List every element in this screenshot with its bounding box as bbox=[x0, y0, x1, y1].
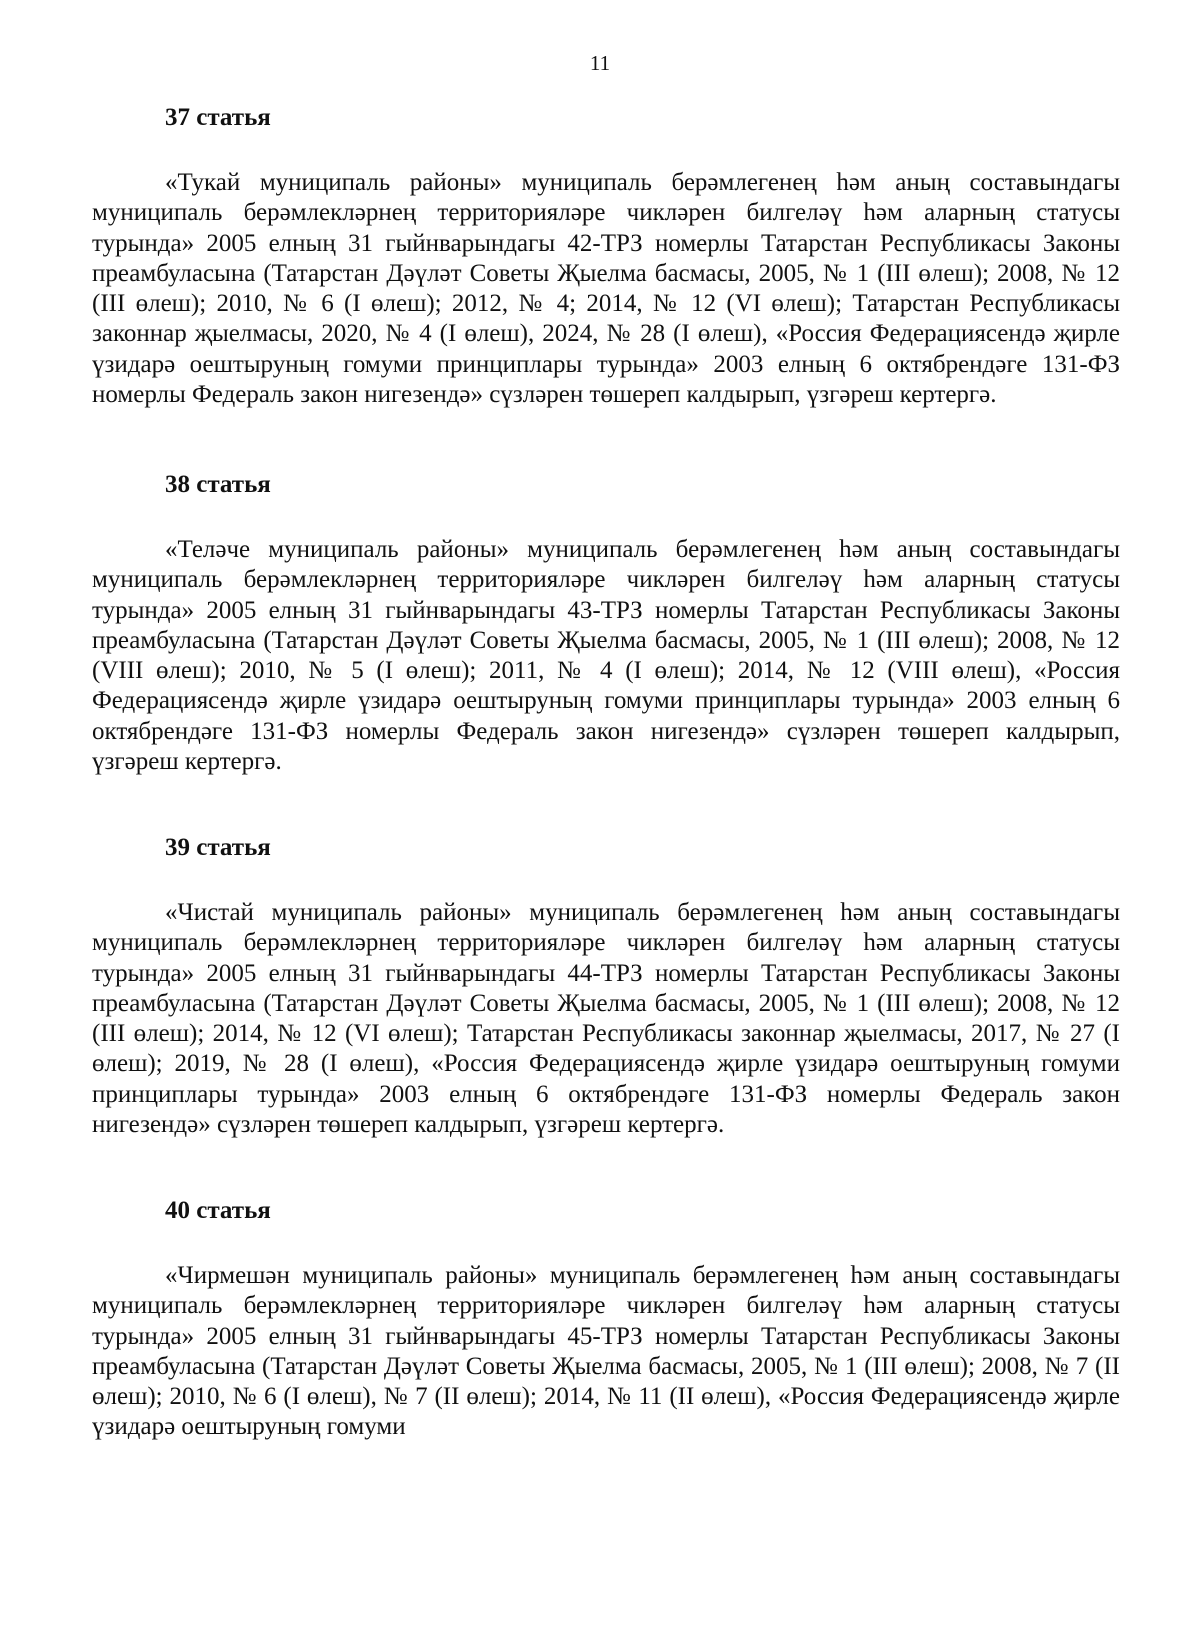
article-heading: 37 статья bbox=[165, 104, 271, 131]
article-40 bbox=[92, 1195, 1120, 1443]
article-body: «Тукай муниципаль районы» муниципаль берәмлегенең һәм аның составындагы муниципаль берәмлекләрнең территорияләре чикләрен билгеләү һәм аларның статусы турында» 2005 елның 31 гыйнварындагы 42-ТРЗ номерлы Татарстан Республикасы Законы преамбуласына (Татарстан Дәүләт Советы Җыелма басмасы, 2005, № 1 (III өлеш); 2008, № 12 (III өлеш); 2010, № 6 (I өлеш); 2012, № 4; 2014, № 12 (VI өлеш); Татарстан Республикасы законнар җыелмасы, 2020, № 4 (I өлеш), 2024, № 28 (I өлеш), «Россия Федерациясендә җирле үзидарә оештыруның гомуми принциплары турында» 2003 елның 6 октябрендәге 131-ФЗ номерлы Федераль закон нигезендә» сүзләрен төшереп калдырып, үзгәреш кертергә. bbox=[92, 169, 1120, 409]
article-39 bbox=[92, 832, 1120, 1140]
article-heading: 38 статья bbox=[165, 471, 271, 498]
article-heading: 40 статья bbox=[165, 1197, 271, 1224]
article-37 bbox=[92, 102, 1120, 410]
article-heading: 39 статья bbox=[165, 834, 271, 861]
article-body: «Теләче муниципаль районы» муниципаль берәмлегенең һәм аның составындагы муниципаль берәмлекләрнең территорияләре чикләрен билгеләү һәм аларның статусы турында» 2005 елның 31 гыйнварындагы 43-ТРЗ номерлы Татарстан Республикасы Законы преамбуласына (Татарстан Дәүләт Советы Җыелма басмасы, 2005, № 1 (III өлеш); 2008, № 12 (VIII өлеш); 2010, № 5 (I өлеш); 2011, № 4 (I өлеш); 2014, № 12 (VIII өлеш), «Россия Федерациясендә җирле үзидарә оештыруның гомуми принциплары турында» 2003 елның 6 октябрендәге 131-ФЗ номерлы Федераль закон нигезендә» сүзләрен төшереп калдырып, үзгәреш кертергә. bbox=[92, 536, 1120, 776]
page-number: 11 bbox=[589, 51, 611, 75]
article-38 bbox=[92, 469, 1120, 777]
article-body: «Чистай муниципаль районы» муниципаль берәмлегенең һәм аның составындагы муниципаль берәмлекләрнең территорияләре чикләрен билгеләү һәм аларның статусы турында» 2005 елның 31 гыйнварындагы 44-ТРЗ номерлы Татарстан Республикасы Законы преамбуласына (Татарстан Дәүләт Советы Җыелма басмасы, 2005, № 1 (III өлеш); 2008, № 12 (III өлеш); 2014, № 12 (VI өлеш); Татарстан Республикасы законнар җыелмасы, 2017, № 27 (I өлеш); 2019, № 28 (I өлеш), «Россия Федерациясендә җирле үзидарә оештыруның гомуми принциплары турында» 2003 елның 6 октябрендәге 131-ФЗ номерлы Федераль закон нигезендә» сүзләрен төшереп калдырып, үзгәреш кертергә. bbox=[92, 899, 1120, 1139]
article-body: «Чирмешән муниципаль районы» муниципаль берәмлегенең һәм аның составындагы муниципаль берәмлекләрнең территорияләре чикләрен билгеләү һәм аларның статусы турында» 2005 елның 31 гыйнварындагы 45-ТРЗ номерлы Татарстан Республикасы Законы преамбуласына (Татарстан Дәүләт Советы Җыелма басмасы, 2005, № 1 (III өлеш); 2008, № 7 (II өлеш); 2010, № 6 (I өлеш), № 7 (II өлеш); 2014, № 11 (II өлеш), «Россия Федерациясендә җирле үзидарә оештыруның гомуми bbox=[92, 1262, 1120, 1441]
